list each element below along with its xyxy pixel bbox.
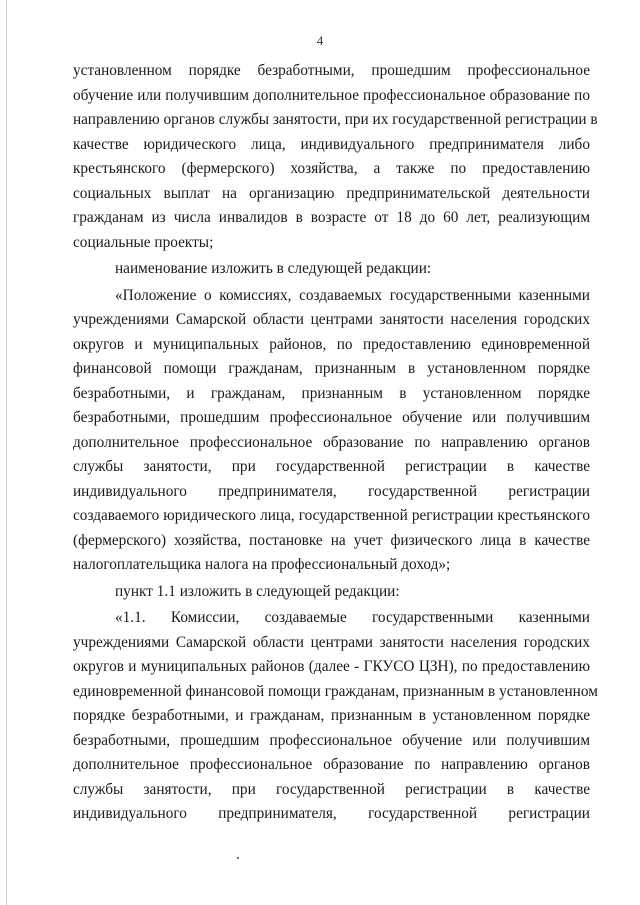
- text-line: службы занятости, при государственной регистрации в качестве: [73, 780, 590, 798]
- scan-speck: [237, 857, 239, 859]
- paragraph-3: [73, 284, 590, 578]
- text-line: порядке безработными, и гражданам, признанным в установленном порядке: [73, 707, 590, 724]
- text-line: дополнительное профессиональное образование по направлению органов: [73, 756, 590, 773]
- text-line: индивидуального предпринимателя, государственной регистрации: [73, 482, 590, 500]
- text-line: налогоплательщика налога на профессиональный доход»;: [73, 556, 451, 573]
- text-line: гражданам из числа инвалидов в возрасте от 18 до 60 лет, реализующим: [73, 209, 590, 226]
- text-line: направлению органов службы занятости, при их государственной регистрации в: [73, 111, 598, 128]
- page-edge: [6, 0, 7, 905]
- text-line: округов и муниципальных районов, по предоставлению единовременной: [73, 335, 590, 353]
- text-line: единовременной финансовой помощи гражданам, признанным в установленном: [73, 682, 598, 700]
- text-line: создаваемого юридического лица, государственной регистрации крестьянского: [73, 507, 590, 524]
- text-line: индивидуального предпринимателя, государственной регистрации: [73, 805, 590, 822]
- text-line: социальных выплат на организацию предпринимательской деятельности: [73, 184, 590, 202]
- text-line: качестве юридического лица, индивидуального предпринимателя либо: [73, 135, 590, 153]
- text-line: пункт 1.1 изложить в следующей редакции:: [115, 582, 400, 600]
- text-line: обучение или получившим дополнительное профессиональное образование по: [73, 86, 590, 104]
- text-line: «1.1. Комиссии, создаваемые государственными казенными: [115, 609, 590, 626]
- text-line: безработными, прошедшим профессиональное обучение или получившим: [73, 731, 590, 749]
- text-line: установленном порядке безработными, прошедшим профессиональное: [73, 62, 590, 79]
- document-body: [73, 59, 598, 827]
- text-line: службы занятости, при государственной регистрации в качестве: [73, 458, 590, 475]
- paragraph-5: [73, 606, 598, 827]
- page-number: 4: [316, 33, 324, 48]
- text-line: крестьянского (фермерского) хозяйства, а также по предоставлению: [73, 160, 590, 177]
- text-line: наименование изложить в следующей редакции:: [115, 260, 432, 277]
- text-line: «Положение о комиссиях, создаваемых государственными казенными: [115, 286, 590, 304]
- text-line: учреждениями Самарской области центрами занятости населения городских: [73, 311, 590, 328]
- text-line: финансовой помощи гражданам, признанным в установленном порядке: [73, 360, 590, 377]
- text-line: (фермерского) хозяйства, постановке на учет физического лица в качестве: [73, 531, 590, 549]
- text-line: социальные проекты;: [73, 233, 214, 251]
- paragraph-4: [73, 580, 590, 605]
- text-line: безработными, и гражданам, признанным в установленном порядке: [73, 384, 590, 402]
- text-line: дополнительное профессиональное образование по направлению органов: [73, 433, 590, 451]
- text-line: учреждениями Самарской области центрами занятости населения городских: [73, 633, 590, 651]
- text-line: безработными, прошедшим профессиональное обучение или получившим: [73, 409, 590, 426]
- paragraph-1: [73, 59, 598, 255]
- text-line: округов и муниципальных районов (далее - ГКУСО ЦЗН), по предоставлению: [73, 658, 590, 675]
- paragraph-2: [73, 257, 590, 282]
